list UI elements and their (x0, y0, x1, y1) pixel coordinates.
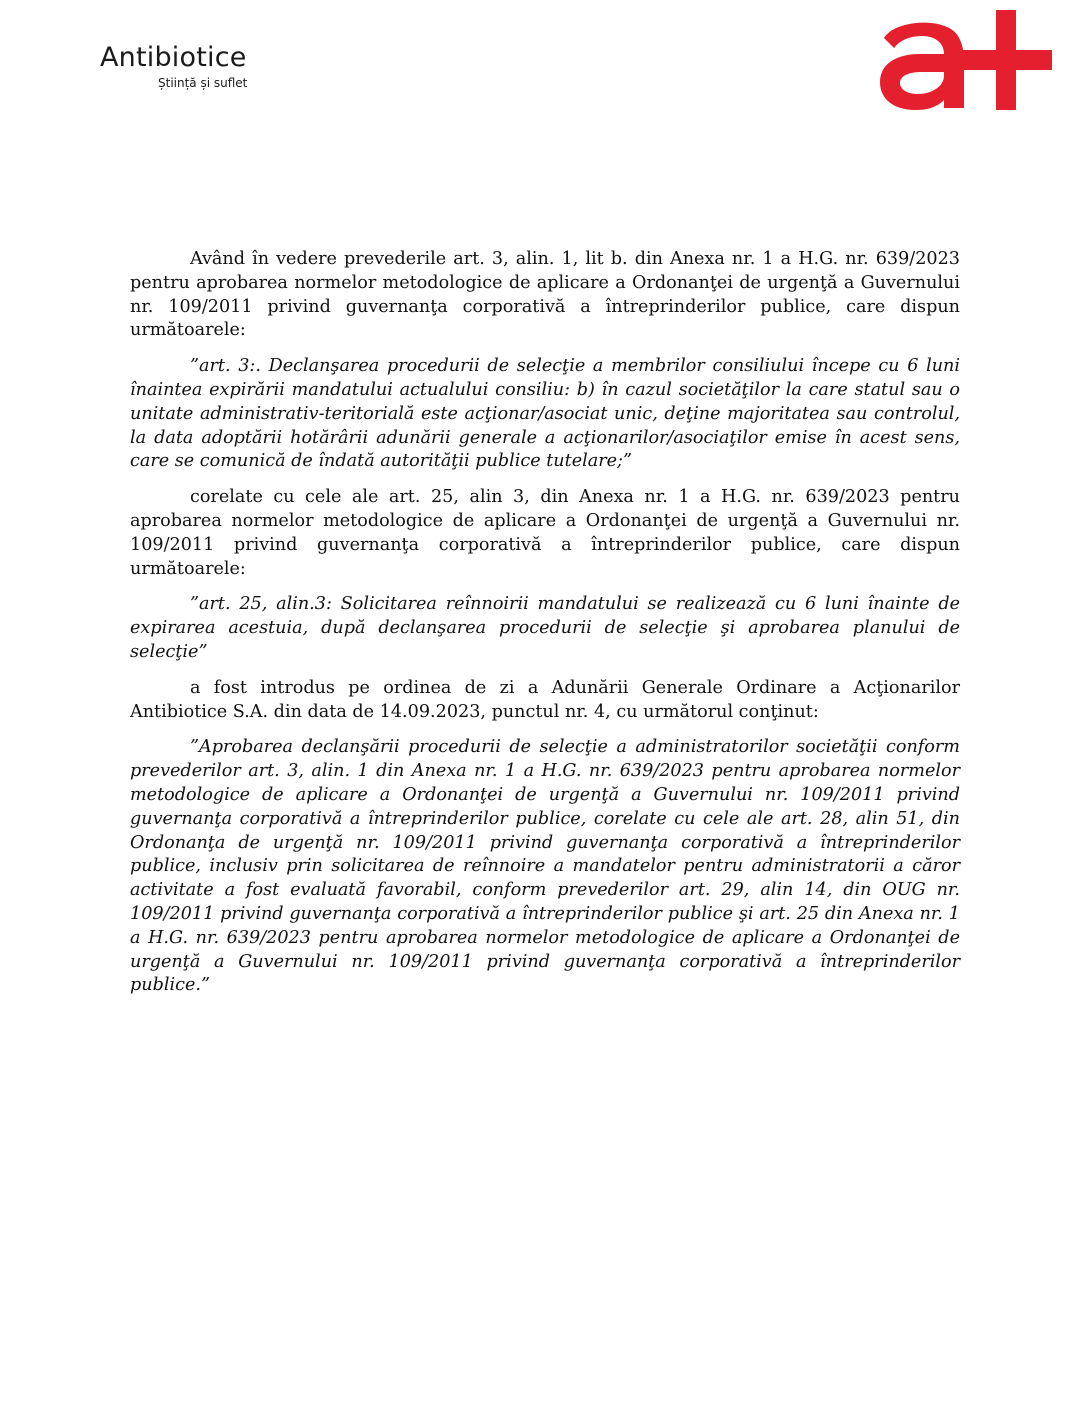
brand-name: Antibiotice (100, 42, 247, 73)
paragraph-correlation: corelate cu cele ale art. 25, alin 3, din Anexa nr. 1 a H.G. nr. 639/2023 pentru aprobarea normelor metodologice de aplicare a Ordonanţei de urgenţă a Guvernului nr. 109/2011 privind guvernanţa corporativă a întreprinderilor publice, care dispun următoarele: (130, 487, 960, 579)
quote-agenda-item: ”Aprobarea declanşării procedurii de selecţie a administratorilor societăţii conform prevederilor art. 3, alin. 1 din Anexa nr. 1 a H.G. nr. 639/2023 pentru aprobarea normelor metodologice de aplicare a Ordonanţei de urgenţă a Guvernului nr. 109/2011 privind guvernanţa corporativă a întreprinderilor publice, corelate cu cele ale art. 28, alin 51, din Ordonanţa de urgenţă nr. 109/2011 privind guvernanţa corporativă a întreprinderilor publice, inclusiv prin solicitarea de reînnoire a mandatelor pentru administratorii a căror activitate a fost evaluată favorabil, conform prevederilor art. 29, alin 14, din OUG nr. 109/2011 privind guvernanţa corporativă a întreprinderilor publice şi art. 25 din Anexa nr. 1 a H.G. nr. 639/2023 pentru aprobarea normelor metodologice de aplicare a Ordonanţei de urgenţă a Guvernului nr. 109/2011 privind guvernanţa corporativă a întreprinderilor publice.” (130, 737, 960, 996)
brand-tagline: Știință și suflet (158, 76, 248, 90)
brand-block (100, 42, 248, 90)
paragraph-agenda: a fost introdus pe ordinea de zi a Adunării Generale Ordinare a Acţionarilor Antibiotice S.A. din data de 14.09.2023, punctul nr. 4, cu următorul conţinut: (130, 677, 960, 722)
quote-art-3: ”art. 3:. Declanşarea procedurii de selecţie a membrilor consiliului începe cu 6 luni înaintea expirării mandatului actualului consiliu: b) în cazul societăţilor la care statul sau o unitate administrativ-teritorială este acţionar/asociat unic, deţine majoritatea sau controlul, la data adoptării hotărârii adunării generale a acţionarilor/asociaţilor emise în acest sens, care se comunică de îndată autorităţii publice tutelare;” (130, 356, 960, 472)
a-plus-logo-icon (876, 10, 1056, 110)
document-body (130, 248, 960, 1010)
paragraph-intro: Având în vedere prevederile art. 3, alin. 1, lit b. din Anexa nr. 1 a H.G. nr. 639/2023 pentru aprobarea normelor metodologice de aplicare a Ordonanţei de urgenţă a Guvernului nr. 109/2011 privind guvernanţa corporativă a întreprinderilor publice, care dispun următoarele: (130, 249, 960, 341)
letterhead (0, 0, 1088, 130)
quote-art-25: ”art. 25, alin.3: Solicitarea reînnoirii mandatului se realizează cu 6 luni înainte de expirarea acestuia, după declanşarea procedurii de selecţie şi aprobarea planului de selecţie” (130, 594, 960, 662)
